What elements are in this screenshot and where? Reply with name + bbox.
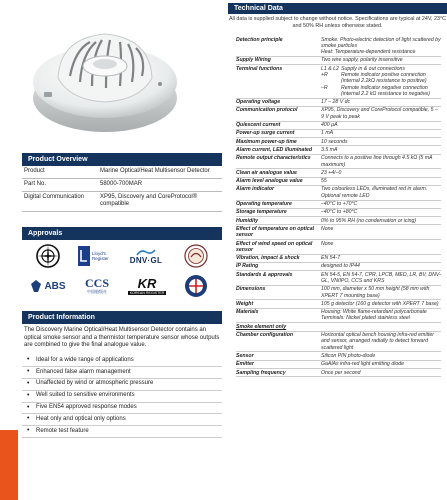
- spec-label: Detection principle: [236, 36, 283, 43]
- table-row: [236, 240, 441, 255]
- spec-label: Operating temperature: [236, 201, 292, 208]
- spec-label: Alarm indicator: [236, 186, 275, 193]
- spec-label: Vibration, impact & shock: [236, 255, 300, 262]
- table-row: [236, 263, 441, 271]
- orange-accent-bar: [0, 430, 18, 500]
- lloyds-register-logo: [77, 244, 119, 268]
- list-item: • Enhanced false alarm management: [22, 367, 222, 379]
- spec-value: 55: [321, 178, 327, 185]
- overview-label: Product: [22, 166, 100, 179]
- spec-label: Remote output characteristics: [236, 155, 311, 162]
- spec-label: Maximum power-up time: [236, 138, 297, 145]
- kr-text: KR: [137, 276, 157, 291]
- spec-label: Supply Wiring: [236, 57, 271, 64]
- table-row: [236, 309, 441, 324]
- spec-value: 3.5 mA: [321, 146, 338, 153]
- spec-value-line: Smoke: Photo-electric detection of light scattered by smoke particles: [321, 36, 441, 49]
- list-item: • Ideal for a wide range of applications: [22, 355, 222, 367]
- abs-text: ABS: [44, 280, 66, 292]
- table-row: [236, 300, 441, 308]
- overview-label: Digital Communication: [22, 192, 100, 212]
- ccs-subtext: 中国船级社: [87, 289, 107, 294]
- list-item: • Unaffected by wind or atmospheric pressure: [22, 379, 222, 391]
- table-row: [236, 352, 441, 360]
- table-row: [236, 57, 441, 65]
- table-row: [236, 332, 441, 353]
- spec-value: 100 mm, diameter x 50 mm height (58 mm with XPERT 7 mounting base): [321, 286, 430, 299]
- spec-label: Operating voltage: [236, 99, 281, 106]
- spec-label: Dimensions: [236, 286, 266, 293]
- table-row: [236, 178, 441, 186]
- spec-value: 23 +4/–0: [321, 169, 342, 176]
- table-row: [236, 36, 441, 57]
- product-description: The Discovery Marine Optical/Heat Multisensor Detector contains an optical smoke sensor and a thermistor temperature sensor whose outputs are combined to give the final analogue value.: [24, 327, 220, 349]
- table-row: [236, 286, 441, 301]
- spec-value: Two wire supply, polarity insensitive: [321, 57, 403, 64]
- spec-value: –40°C to +80°C: [321, 209, 358, 216]
- terminal-desc: Remote indicator positive connection (internal 2.2kΩ resistance to positive): [341, 71, 427, 85]
- table-row: [236, 155, 441, 170]
- spec-label: Weight: [236, 300, 254, 307]
- table-row: [236, 169, 441, 177]
- list-item: • Remote test feature: [22, 426, 222, 438]
- table-row: [236, 186, 441, 201]
- terminal-code: +R: [321, 71, 328, 78]
- overview-value: Marine Optical/Heat Multisensor Detector: [100, 166, 222, 179]
- spec-value: Silicon PIN photo-diode: [321, 352, 376, 359]
- spec-table: [236, 36, 441, 377]
- overview-label: Part No.: [22, 179, 100, 192]
- table-row: [236, 209, 441, 217]
- spec-label: IP Rating: [236, 263, 259, 270]
- list-item: • Well suited to sensitive environments: [22, 391, 222, 403]
- table-row: [236, 130, 441, 138]
- spec-label: Effect of wind speed on optical sensor: [236, 240, 313, 253]
- kr-subtext: KOREAN REGISTER: [129, 291, 165, 295]
- table-row: [22, 179, 222, 192]
- approvals-logos: [22, 241, 222, 303]
- terminal-item: [321, 72, 441, 85]
- spec-value: 10 seconds: [321, 138, 348, 145]
- ccs-text: CCS: [84, 276, 109, 290]
- approvals-heading: Approvals: [22, 227, 222, 240]
- terminal-item: [321, 85, 441, 98]
- spec-label: Sampling frequency: [236, 369, 286, 376]
- spec-value: Connects to a positive line through 4.5 kΩ (5 mA maximum): [321, 155, 433, 168]
- spec-label: Quiescent current: [236, 122, 281, 129]
- table-row: [236, 122, 441, 130]
- dnv-text: DNV·GL: [129, 256, 163, 265]
- spec-value: 1 mA: [321, 130, 334, 137]
- spec-label: Alarm level analogue value: [236, 178, 303, 185]
- table-row: [236, 201, 441, 209]
- table-row: [236, 146, 441, 154]
- table-row: [236, 65, 441, 98]
- lloyds-text: Lloyd's Register: [92, 251, 109, 261]
- table-row: [236, 369, 441, 377]
- technical-data-note: All data is supplied subject to change without notice. Specifications are typical at 24V, 23°C and 50% RH unless otherwise stated.: [228, 16, 447, 29]
- spec-value: EN 54-7: [321, 255, 341, 262]
- abs-logo: [26, 274, 70, 298]
- spec-value: Horizontal optical bench housing infra-red emitter and sensor, arranged radially to detect forward scattered light: [321, 332, 435, 351]
- spec-label: Storage temperature: [236, 209, 287, 216]
- ccs-logo: [76, 272, 118, 300]
- spec-label: Standards & approvals: [236, 271, 293, 278]
- left-column: [0, 0, 223, 500]
- table-row: [236, 323, 441, 331]
- spec-value: Two colourless LEDs, illuminated red in alarm. Optional remote LED: [321, 186, 428, 199]
- seal-logo-icon: [184, 244, 208, 268]
- spec-value: 17 – 28 V dc: [321, 99, 351, 106]
- spec-value: 400 µA: [321, 122, 338, 129]
- dnv-gl-logo: [124, 246, 168, 268]
- detector-photo: [30, 10, 180, 140]
- table-row: [236, 217, 441, 225]
- spec-value: Once per second: [321, 369, 361, 376]
- spec-value: [321, 37, 441, 56]
- abs-eagle-icon: [30, 279, 42, 293]
- spec-value: XP95, Discovery and CoreProtocol compatible, 5 – 9 V peak to peak: [321, 107, 438, 120]
- overview-value: XP95, Discovery and CoreProtocol® compatible: [100, 192, 222, 212]
- product-overview-heading: Product Overview: [22, 153, 222, 166]
- spec-value: designed to IP44: [321, 263, 360, 270]
- spec-value: [321, 66, 441, 97]
- overview-value: 58000-700MAR: [100, 179, 222, 192]
- spec-value: None: [321, 225, 334, 232]
- spec-label: Effect of temperature on optical sensor: [236, 225, 315, 239]
- product-overview-table: [22, 166, 222, 212]
- table-row: [22, 166, 222, 179]
- spec-value: GaAlAs infra-red light emitting diode: [321, 361, 405, 368]
- spec-value: 0% to 95% RH (no condensation or icing): [321, 217, 417, 224]
- spec-label: Materials: [236, 309, 259, 316]
- spec-label: Communication protocol: [236, 107, 298, 114]
- dnv-wave-icon: [136, 249, 156, 256]
- spec-value: 105 g detector (160 g detector with XPERT 7 base): [321, 300, 439, 307]
- spec-label: Chamber configuration: [236, 332, 294, 339]
- table-row: [236, 255, 441, 263]
- technical-data-heading: Technical Data: [228, 3, 447, 14]
- spec-value-line: Heat: Temperature-dependent resistance: [321, 49, 416, 56]
- product-information-heading: Product Information: [22, 311, 222, 324]
- table-row: [236, 271, 441, 286]
- spec-value: None: [321, 240, 334, 247]
- spec-value: EN 54-5, EN 54-7, CPR, LPCB, MED, LR, BV, DNV-GL, VNIIPO, CCS and KRS: [321, 271, 441, 284]
- kr-logo: [124, 272, 170, 300]
- feature-list: [22, 355, 222, 438]
- terminal-code: –R: [321, 84, 328, 91]
- spec-label: Emitter: [236, 361, 254, 368]
- list-item: • Five EN54 approved response modes: [22, 403, 222, 415]
- table-row: [236, 107, 441, 122]
- compass-logo-icon: [36, 244, 60, 268]
- lloyds-shield-icon: [78, 246, 90, 266]
- table-row: [236, 361, 441, 369]
- terminal-desc: Remote indicator negative connection (internal 2.2 kΩ resistance to negative): [341, 84, 431, 97]
- spec-label: Terminal functions: [236, 65, 283, 72]
- table-row: [236, 99, 441, 107]
- spec-value: –40°C to +70°C: [321, 201, 358, 208]
- section-label: Smoke element only: [236, 323, 287, 330]
- table-row: [236, 138, 441, 146]
- spec-label: Clean air analogue value: [236, 169, 297, 176]
- spec-label: Power-up surge current: [236, 130, 295, 137]
- list-item: • Heat only and optical only options: [22, 414, 222, 426]
- table-row: [22, 192, 222, 212]
- spec-label: Sensor: [236, 352, 254, 359]
- spec-value: [321, 324, 441, 330]
- table-row: [236, 225, 441, 240]
- globe-logo-icon: [184, 274, 208, 298]
- spec-value: Housing: White flame-retardant polycarbonate Terminals: Nickel plated stainless steel: [321, 309, 427, 322]
- terminal-desc: Supply in & out connections: [341, 65, 406, 72]
- spec-label: Humidity: [236, 217, 259, 224]
- spec-label: Alarm current, LED illuminated: [236, 146, 313, 153]
- terminal-code: L1 & L2: [321, 65, 339, 72]
